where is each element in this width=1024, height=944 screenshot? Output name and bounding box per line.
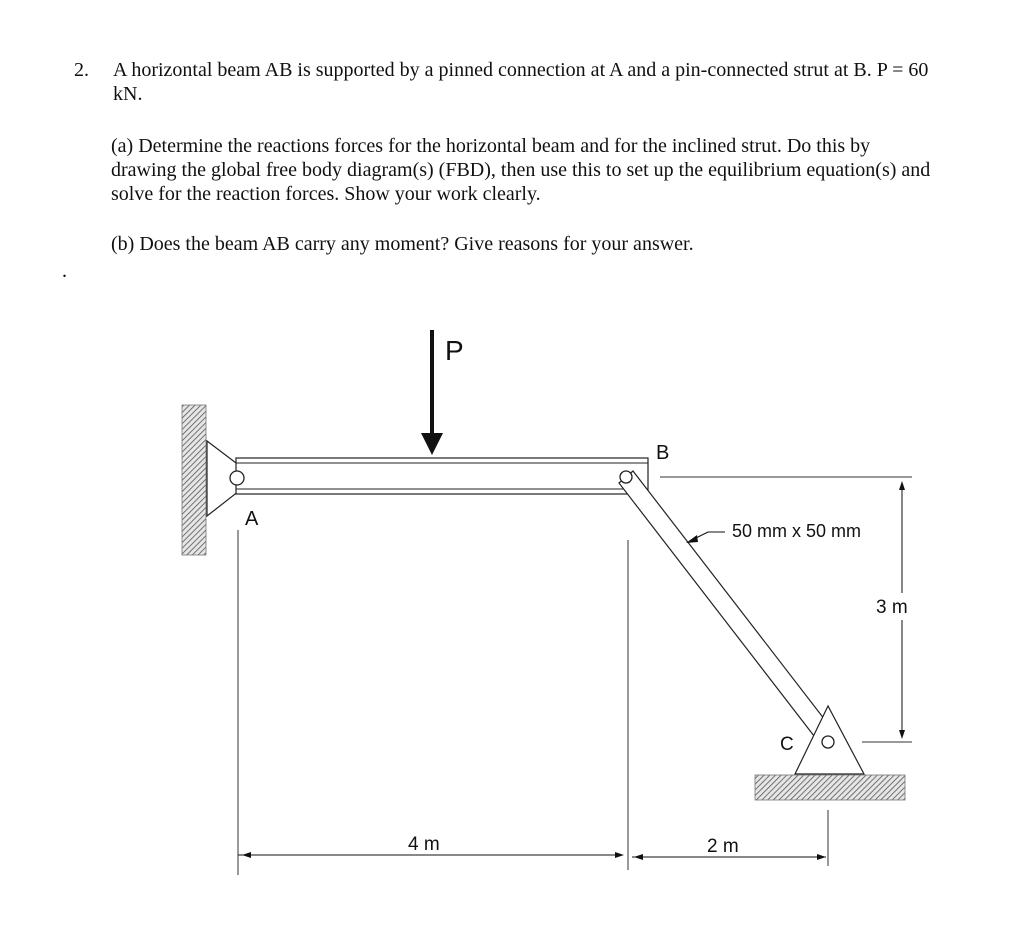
load-label-p: P [445,335,464,366]
strut-bc [619,471,835,745]
point-label-a: A [245,508,259,530]
question-part-b: (b) Does the beam AB carry any moment? Give reasons for your answer. [111,233,694,255]
load-arrow-p [421,433,443,455]
pin-b [620,471,632,483]
question-number: 2. [74,59,89,81]
callout-arrow [686,535,698,543]
dimension-2m: 2 m [707,836,739,857]
dimension-4m: 4 m [408,834,440,855]
pin-c [822,736,834,748]
strut-size-label: 50 mm x 50 mm [732,521,862,541]
question-part-a: (a) Determine the reactions forces for the horizontal beam and for the inclined strut. Do this by drawing the global free body diagram(s) (FBD), then use this to set up the equilibrium equation(s) and solve for the reaction forces. Show your work clearly. [111,135,931,205]
ground-support [755,775,905,800]
question-stem: A horizontal beam AB is supported by a pinned connection at A and a pin-connected strut at B. P = 60 kN. [113,59,929,105]
point-label-b: B [656,442,670,464]
margin-dot: . [62,260,67,282]
dimension-3m: 3 m [876,597,908,618]
wall-support [182,405,206,555]
pin-a [230,471,244,485]
point-label-c: C [780,734,794,755]
